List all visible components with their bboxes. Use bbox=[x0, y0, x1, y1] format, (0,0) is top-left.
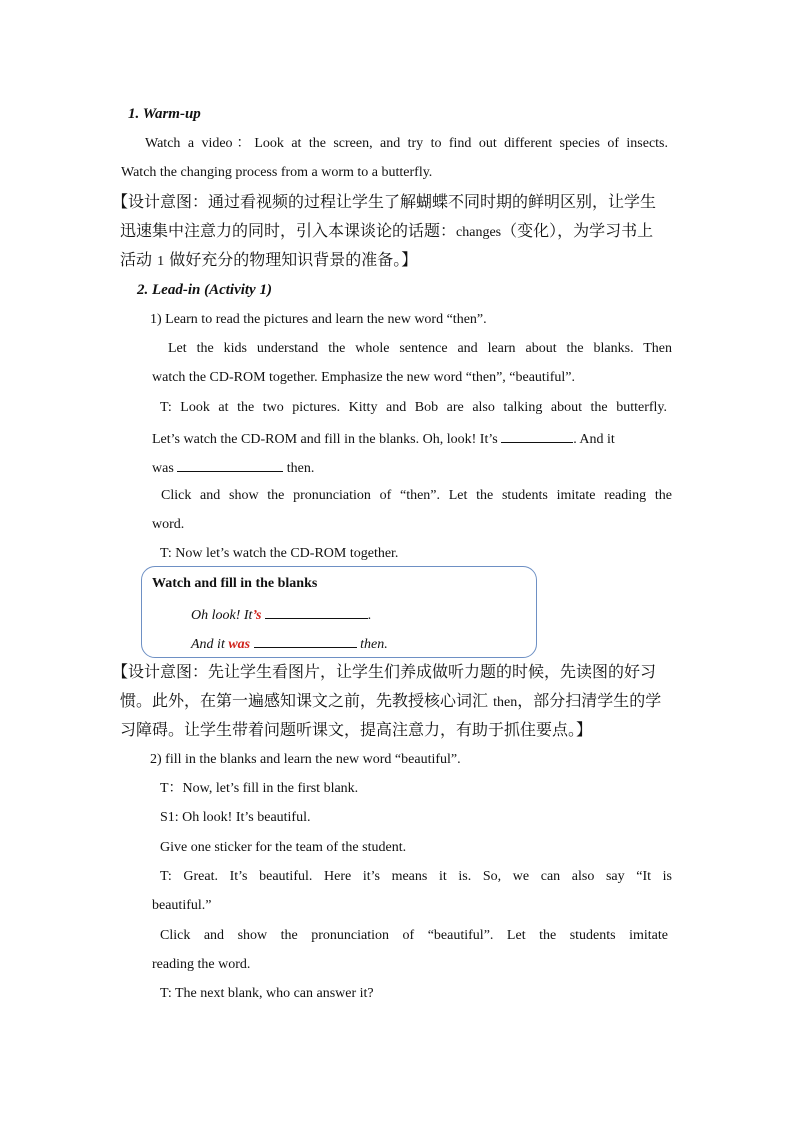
paragraph-line: Let the kids understand the whole sentence and learn about the blanks. Then bbox=[168, 341, 672, 356]
paragraph-line: was then. bbox=[152, 457, 314, 478]
design-intent-line: 习障碍。让学生带着问题听课文，提高注意力，有助于抓住要点。】 bbox=[120, 720, 593, 739]
answer-blank bbox=[177, 457, 283, 472]
answer-blank bbox=[265, 604, 368, 619]
paragraph-line: T: Now let’s watch the CD-ROM together. bbox=[160, 546, 399, 561]
design-intent-line: 【设计意图：通过看视频的过程让学生了解蝴蝶不同时期的鲜明区别，让学生 bbox=[112, 192, 657, 211]
answer-blank bbox=[501, 428, 573, 443]
paragraph-line: Let’s watch the CD-ROM and fill in the blanks. Oh, look! It’s . And it bbox=[152, 428, 615, 449]
paragraph-line: 2) fill in the blanks and learn the new word “beautiful”. bbox=[150, 752, 461, 767]
paragraph-line: 1) Learn to read the pictures and learn the new word “then”. bbox=[150, 312, 487, 327]
paragraph-line: T: Look at the two pictures. Kitty and Bob are also talking about the butterfly. bbox=[160, 400, 667, 415]
section-heading-warm-up: 1. Warm-up bbox=[128, 106, 201, 122]
paragraph-line: Give one sticker for the team of the student. bbox=[160, 840, 407, 855]
exercise-sentence: And it was then. bbox=[191, 633, 388, 654]
design-intent-line: 迅速集中注意力的同时，引入本课谈论的话题：changes（变化），为学习书上 bbox=[120, 221, 654, 240]
exercise-box-title: Watch and fill in the blanks bbox=[152, 576, 318, 591]
paragraph-line: reading the word. bbox=[152, 957, 251, 972]
paragraph-line: word. bbox=[152, 517, 185, 532]
design-intent-line: 活动 1 做好充分的物理知识背景的准备。】 bbox=[120, 250, 418, 269]
paragraph-line: S1: Oh look! It’s beautiful. bbox=[160, 810, 311, 825]
section-heading-lead-in: 2. Lead-in (Activity 1) bbox=[137, 282, 272, 298]
paragraph-line: Click and show the pronunciation of “beautiful”. Let the students imitate bbox=[160, 928, 668, 943]
paragraph-line: Watch the changing process from a worm to a butterfly. bbox=[121, 165, 433, 180]
paragraph-line: Click and show the pronunciation of “then”. Let the students imitate reading the bbox=[161, 488, 672, 503]
paragraph-line: T: The next blank, who can answer it? bbox=[160, 986, 374, 1001]
paragraph-line: watch the CD-ROM together. Emphasize the new word “then”, “beautiful”. bbox=[152, 370, 575, 385]
paragraph-line: T：Now, let’s fill in the first blank. bbox=[160, 781, 359, 796]
paragraph-line: T: Great. It’s beautiful. Here it’s means it is. So, we can also say “It is bbox=[160, 869, 672, 884]
answer-blank bbox=[254, 633, 357, 648]
paragraph-line: Watch a video：Look at the screen, and try to find out different species of insects. bbox=[145, 136, 668, 151]
exercise-sentence: Oh look! It’s . bbox=[191, 604, 372, 625]
design-intent-line: 【设计意图：先让学生看图片，让学生们养成做听力题的时候，先读图的好习 bbox=[112, 662, 657, 681]
paragraph-line: beautiful.” bbox=[152, 898, 212, 913]
design-intent-line: 惯。此外，在第一遍感知课文之前，先教授核心词汇 then，部分扫清学生的学 bbox=[120, 691, 662, 710]
